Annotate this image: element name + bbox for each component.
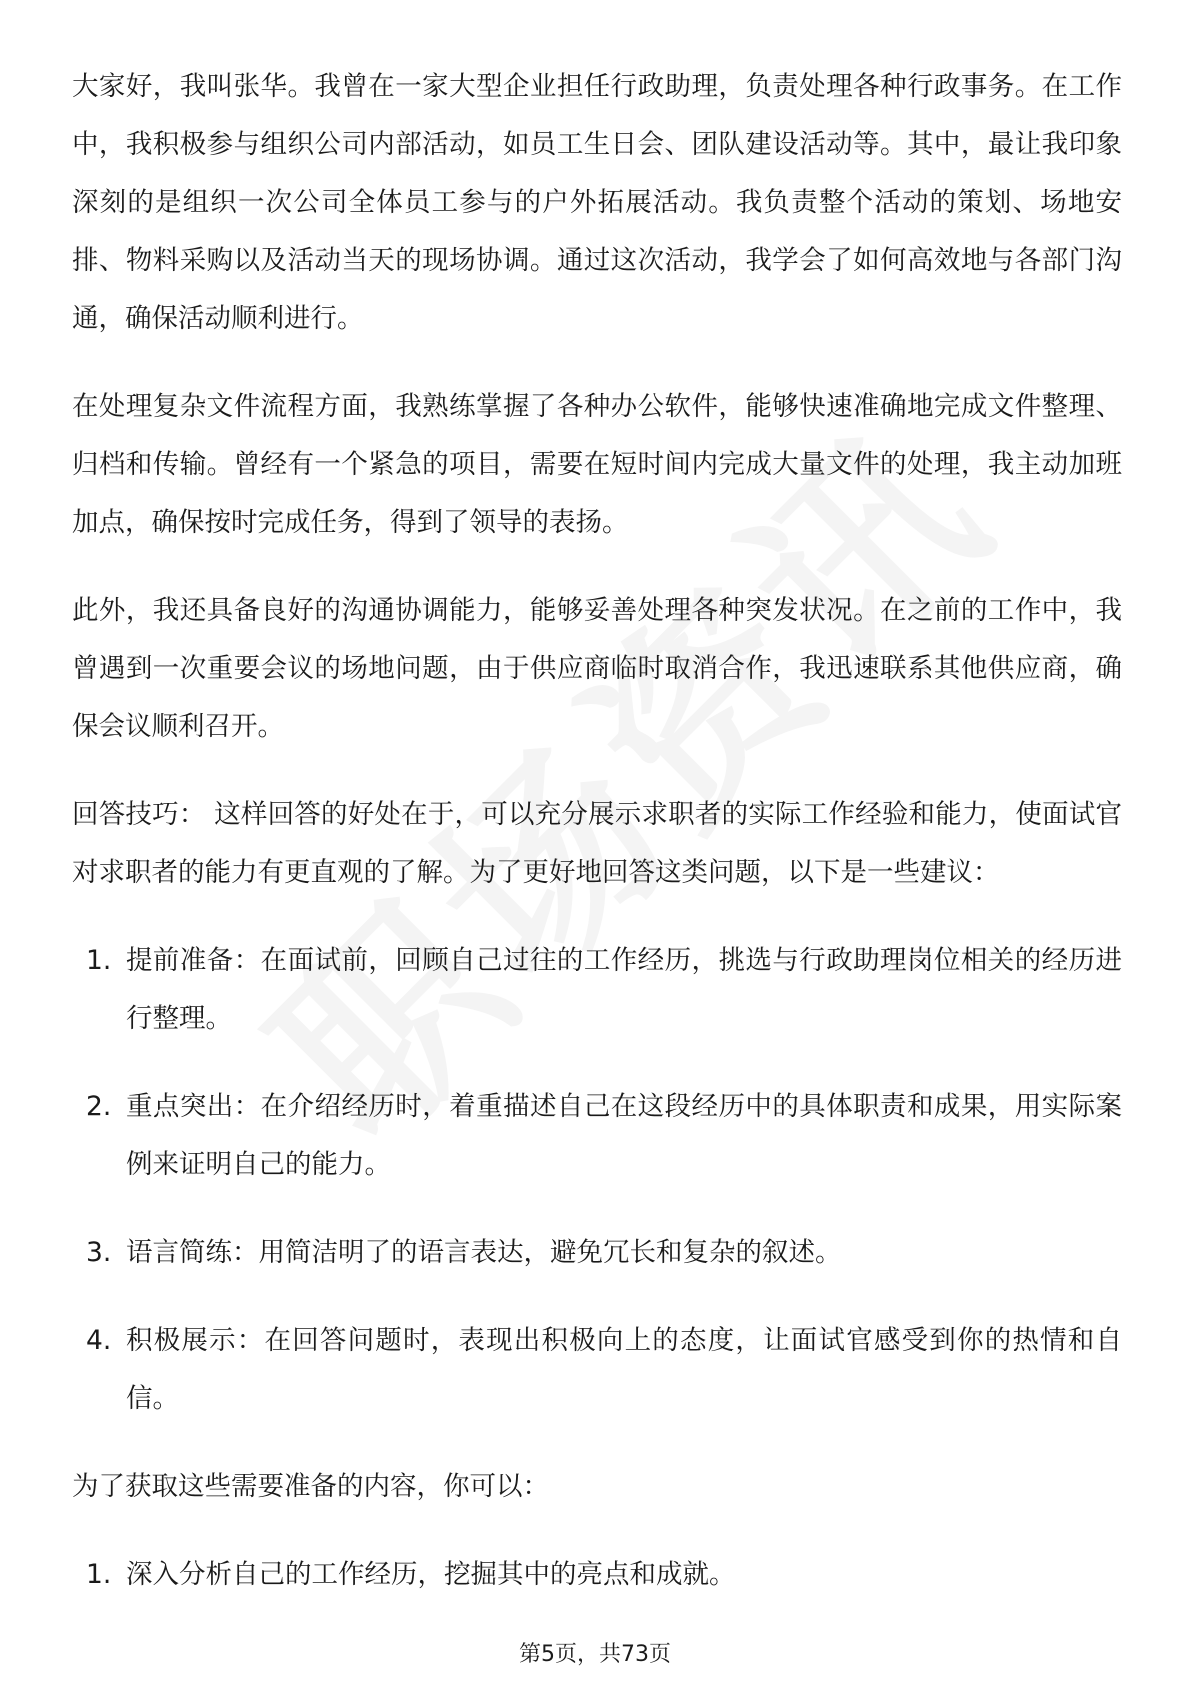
list-item-text: 提前准备：在面试前，回顾自己过往的工作经历，挑选与行政助理岗位相关的经历进行整理。 bbox=[126, 945, 1122, 1034]
tips-list bbox=[72, 932, 1122, 1428]
paragraph-prep-intro: 为了获取这些需要准备的内容，你可以： bbox=[72, 1471, 549, 1502]
list-item bbox=[72, 1078, 1122, 1194]
paragraph-answer-tips: 回答技巧： 这样回答的好处在于，可以充分展示求职者的实际工作经验和能力，使面试官对求职者的能力有更直观的了解。为了更好地回答这类问题，以下是一些建议： bbox=[72, 799, 1122, 888]
paragraph-communication: 此外，我还具备良好的沟通协调能力，能够妥善处理各种突发状况。在之前的工作中，我曾遇到一次重要会议的场地问题，由于供应商临时取消合作，我迅速联系其他供应商，确保会议顺利召开。 bbox=[72, 595, 1122, 742]
list-item bbox=[72, 932, 1122, 1048]
prep-list bbox=[72, 1546, 1122, 1604]
list-item-text: 深入分析自己的工作经历，挖掘其中的亮点和成就。 bbox=[126, 1559, 736, 1590]
list-item bbox=[72, 1224, 1122, 1282]
document-body bbox=[72, 58, 1122, 1634]
list-number: 1. bbox=[86, 1559, 112, 1590]
list-number: 4. bbox=[86, 1325, 112, 1356]
list-number: 1. bbox=[86, 945, 112, 976]
list-number: 3. bbox=[86, 1237, 112, 1268]
page-number-footer: 第5页，共73页 bbox=[519, 1642, 671, 1667]
paragraph-file-handling: 在处理复杂文件流程方面，我熟练掌握了各种办公软件，能够快速准确地完成文件整理、归档和传输。曾经有一个紧急的项目，需要在短时间内完成大量文件的处理，我主动加班加点，确保按时完成任务，得到了领导的表扬。 bbox=[72, 391, 1122, 538]
list-item-text: 重点突出：在介绍经历时，着重描述自己在这段经历中的具体职责和成果，用实际案例来证明自己的能力。 bbox=[126, 1091, 1122, 1180]
list-item bbox=[72, 1546, 1122, 1604]
list-item-text: 语言简练：用简洁明了的语言表达，避免冗长和复杂的叙述。 bbox=[126, 1237, 842, 1268]
list-number: 2. bbox=[86, 1091, 112, 1122]
paragraph-self-intro: 大家好，我叫张华。我曾在一家大型企业担任行政助理，负责处理各种行政事务。在工作中，我积极参与组织公司内部活动，如员工生日会、团队建设活动等。其中，最让我印象深刻的是组织一次公司全体员工参与的户外拓展活动。我负责整个活动的策划、场地安排、物料采购以及活动当天的现场协调。通过这次活动，我学会了如何高效地与各部门沟通，确保活动顺利进行。 bbox=[72, 71, 1122, 334]
list-item-text: 积极展示：在回答问题时，表现出积极向上的态度，让面试官感受到你的热情和自信。 bbox=[126, 1325, 1122, 1414]
list-item bbox=[72, 1312, 1122, 1428]
